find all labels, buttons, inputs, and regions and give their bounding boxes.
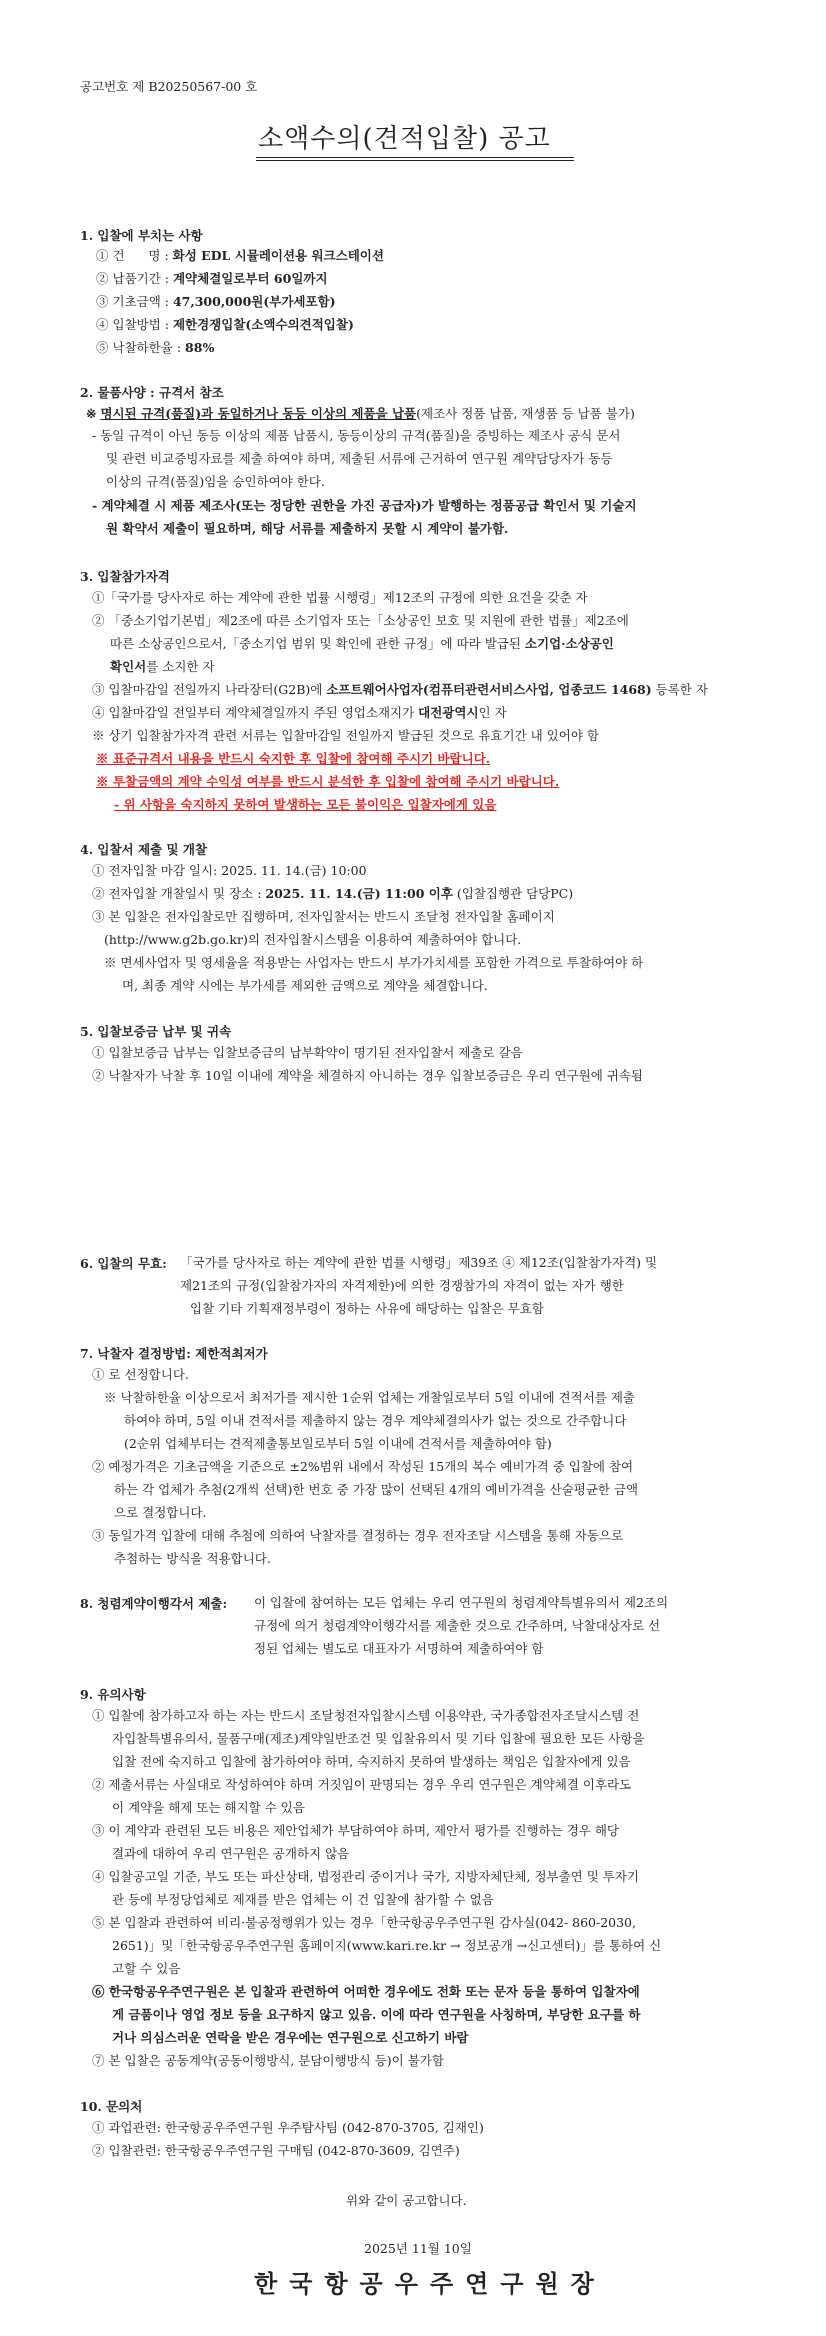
- emphasis-text: 소프트웨어사업자(컴퓨터관련서비스사업, 업종코드 1468): [326, 682, 652, 697]
- paragraph-line: 추첨하는 방식을 적용합니다.: [114, 1551, 271, 1566]
- paragraph-line: 제21조의 규정(입찰참가자의 자격제한)에 의한 경쟁참가의 자격이 없는 자가 행한: [180, 1278, 624, 1293]
- item-value: 88%: [185, 340, 215, 355]
- item-value: 제한경쟁입찰(소액수의견적입찰): [172, 317, 354, 332]
- organization-name: 한국항공우주연구원장: [254, 2269, 606, 2298]
- paragraph-line: 2651)」및「한국항공우주연구원 홈페이지(www.kari.re.kr → 정보공개 →신고센터)」를 통하여 신: [112, 1938, 662, 1953]
- item-label: 납품기간 :: [112, 271, 169, 286]
- paragraph-line: 「국가를 당사자로 하는 계약에 관한 법률 시행령」제39조 ④ 제12조(입찰참가자격) 및: [180, 1255, 658, 1270]
- paragraph-line: 며, 최종 계약 시에는 부가세를 제외한 금액으로 계약을 체결합니다.: [122, 978, 488, 993]
- item-number: ①: [96, 248, 109, 263]
- paragraph-text: ①: [92, 1367, 109, 1382]
- emphasis-text: 대전광역시: [418, 705, 479, 720]
- notice-number: 공고번호 제 B20250567-00 호: [80, 79, 258, 94]
- emphasis-text: 2025. 11. 14.(금) 11:00 이후: [265, 886, 453, 901]
- paragraph-text: 따른 소상공인으로서,「중소기업 범위 및 확인에 관한 규정」에 따라 발급된: [110, 636, 525, 651]
- item-value: 47,300,000원(부가세포함): [172, 294, 336, 309]
- paragraph-line: 입찰 기타 기획재정부령이 정하는 사유에 해당하는 입찰은 무효함: [190, 1301, 544, 1316]
- item-number: ②: [96, 271, 109, 286]
- paragraph-line: [86, 405, 635, 423]
- list-item: [96, 316, 354, 334]
- paragraph-line: [92, 704, 507, 722]
- paragraph-text: (입찰집행관 담당PC): [452, 886, 574, 901]
- paragraph-line: ③ 동일가격 입찰에 대해 추첨에 의하여 낙찰자를 결정하는 경우 전자조달 시스템을 통해 자동으로: [92, 1528, 624, 1543]
- paragraph-line: (2순위 업체부터는 견적제출통보일로부터 5일 이내에 견적서를 제출하여야 함): [124, 1436, 552, 1451]
- paragraph-line: 거나 의심스러운 연락을 받은 경우에는 연구원으로 신고하기 바람: [112, 2030, 469, 2045]
- paragraph-line: ② 제출서류는 사실대로 작성하여야 하며 거짓임이 판명되는 경우 우리 연구원은 계약체결 이후라도: [92, 1777, 632, 1792]
- paragraph-line: 원 확약서 제출이 필요하며, 해당 서류를 제출하지 못할 시 계약이 불가함.: [106, 521, 509, 536]
- paragraph-line: 관 등에 부정당업체로 제재를 받은 업체는 이 건 입찰에 참가할 수 없음: [112, 1892, 494, 1907]
- paragraph-line: (http://www.g2b.go.kr)의 전자입찰시스템을 이용하여 제출하여야 합니다.: [104, 932, 522, 947]
- paragraph-line: - 계약체결 시 제품 제조사(또는 정당한 권한을 가진 공급자)가 발행하는 정품공급 확인서 및 기술지: [92, 498, 637, 513]
- paragraph-line: ① 입찰에 참가하고자 하는 자는 반드시 조달청전자입찰시스템 이용약관, 국가종합전자조달시스템 전: [92, 1708, 640, 1723]
- paragraph-line: [110, 658, 215, 676]
- item-label: 입찰방법 :: [112, 317, 169, 332]
- section-heading: 8. 청렴계약이행각서 제출:: [80, 1596, 228, 1611]
- section-heading: 4. 입찰서 제출 및 개찰: [80, 842, 208, 857]
- paragraph-line: [92, 885, 573, 903]
- section-heading: 6. 입찰의 무효:: [80, 1256, 167, 1271]
- paragraph-line: ② 「중소기업기본법」제2조에 따른 소기업자 또는「소상공인 보호 및 지원에 관한 법률」제2조에: [92, 613, 629, 628]
- paragraph-text: 등록한 자: [651, 682, 708, 697]
- section-heading: 2. 물품사양 : 규격서 참조: [80, 385, 224, 400]
- paragraph-line: 이 입찰에 참여하는 모든 업체는 우리 연구원의 청렴계약특별유의서 제2조의: [254, 1595, 669, 1610]
- list-item: [96, 293, 336, 311]
- section-heading: 10. 문의처: [80, 2099, 143, 2114]
- paragraph-line: 으로 결정합니다.: [114, 1505, 207, 1520]
- item-label: 건 명 :: [112, 248, 169, 263]
- paragraph-line: [92, 681, 708, 699]
- paragraph-line: 및 관련 비교증빙자료를 제출 하여야 하며, 제출된 서류에 근거하여 연구원 계약담당자가 동등: [106, 451, 613, 466]
- warning-line: ※ 투찰금액의 계약 수익성 여부를 반드시 분석한 후 입찰에 참여해 주시기 바랍니다.: [96, 774, 560, 789]
- list-item: [96, 339, 214, 357]
- section-heading: 5. 입찰보증금 납부 및 귀속: [80, 1024, 232, 1039]
- warning-line: - 위 사항을 숙지하지 못하여 발생하는 모든 불이익은 입찰자에게 있음: [114, 797, 497, 812]
- list-item: [96, 270, 328, 288]
- paragraph-text: ③ 입찰마감일 전일까지 나라장터(G2B)에: [92, 682, 327, 697]
- paragraph-line: [92, 1366, 189, 1384]
- closing-text: 위와 같이 공고합니다.: [346, 2193, 467, 2208]
- title-underline-2: [256, 160, 574, 161]
- paragraph-text: 를 소지한 자: [146, 659, 215, 674]
- contact-line: ① 과업관련: 한국항공우주연구원 우주탐사팀 (042-870-3705, 김재인): [92, 2120, 484, 2135]
- emphasis-text: 확인서: [110, 659, 147, 674]
- paragraph-line: 하여야 하며, 5일 이내 견적서를 제출하지 않는 경우 계약체결의사가 없는 것으로 간주합니다: [124, 1413, 627, 1428]
- page-title: 소액수의(견적입찰) 공고: [258, 124, 551, 154]
- paragraph-line: ① 입찰보증금 납부는 입찰보증금의 납부확약이 명기된 전자입찰서 제출로 갈음: [92, 1045, 523, 1060]
- emphasis-text: 소기업·소상공인: [524, 636, 614, 651]
- paragraph-line: ⑦ 본 입찰은 공동계약(공동이행방식, 분담이행방식 등)이 불가함: [92, 2053, 444, 2068]
- section-heading: 3. 입찰참가자격: [80, 569, 170, 584]
- section-heading: 7. 낙찰자 결정방법: 제한적최저가: [80, 1346, 268, 1361]
- paragraph-line: ② 예정가격은 기초금액을 기준으로 ±2%범위 내에서 작성된 15개의 복수 예비가격 중 입찰에 참여: [92, 1459, 634, 1474]
- item-number: ③: [96, 294, 109, 309]
- paragraph-line: 이 계약을 해제 또는 해지할 수 있음: [112, 1800, 305, 1815]
- paragraph-line: 하는 각 업체가 추첨(2개씩 선택)한 번호 중 가장 많이 선택된 4개의 예비가격을 산술평균한 금액: [114, 1482, 639, 1497]
- paragraph-line: 이상의 규격(품질)임을 승인하여야 한다.: [106, 474, 325, 489]
- paragraph-line: ② 낙찰자가 낙찰 후 10일 이내에 계약을 체결하지 아니하는 경우 입찰보증금은 우리 연구원에 귀속됨: [92, 1068, 643, 1083]
- section-heading: 9. 유의사항: [80, 1687, 146, 1702]
- paragraph-line: ① 전자입찰 마감 일시: 2025. 11. 14.(금) 10:00: [92, 863, 367, 878]
- list-item: [96, 247, 384, 265]
- paragraph-line: ③ 이 계약과 관련된 모든 비용은 제안업체가 부담하여야 하며, 제안서 평가를 진행하는 경우 해당: [92, 1823, 619, 1838]
- paragraph-line: 고할 수 있음: [112, 1961, 181, 1976]
- paragraph-line: 결과에 대하여 우리 연구원은 공개하지 않음: [112, 1846, 350, 1861]
- note-mark: ※: [86, 406, 97, 421]
- item-value: 화성 EDL 시뮬레이션용 워크스테이션: [172, 248, 384, 263]
- paragraph-text: ④ 입찰마감일 전일부터 계약체결일까지 주된 영업소재지가: [92, 705, 419, 720]
- paragraph-line: 규정에 의거 청렴계약이행각서를 제출한 것으로 간주하며, 낙찰대상자로 선: [254, 1618, 661, 1633]
- paragraph-text: (제조사 정품 납품, 재생품 등 납품 불가): [416, 406, 635, 421]
- paragraph-line: ⑥ 한국항공우주연구원은 본 입찰과 관련하여 어떠한 경우에도 전화 또는 문자 등을 통하여 입찰자에: [92, 1984, 640, 1999]
- paragraph-line: 입찰 전에 숙지하고 입찰에 참가하여야 하며, 숙지하지 못하여 발생하는 책임은 입찰자에게 있음: [112, 1754, 631, 1769]
- contact-line: ② 입찰관련: 한국항공우주연구원 구매팀 (042-870-3609, 김연주): [92, 2143, 460, 2158]
- paragraph-line: ※ 낙찰하한율 이상으로서 최저가를 제시한 1순위 업체는 개찰일로부터 5일 이내에 견적서를 제출: [104, 1390, 635, 1405]
- paragraph-line: ※ 상기 입찰참가자격 관련 서류는 입찰마감일 전일까지 발급된 것으로 유효기간 내 있어야 함: [92, 728, 599, 743]
- notice-date: 2025년 11월 10일: [364, 2241, 472, 2256]
- paragraph-line: - 동일 규격이 아닌 동등 이상의 제품 납품시, 동등이상의 규격(품질)을 증빙하는 제조사 공식 문서: [92, 428, 621, 443]
- paragraph-line: 자입찰특별유의서, 물품구매(제조)계약일반조건 및 입찰유의서 및 기타 입찰에 필요한 모든 사항을: [112, 1731, 645, 1746]
- item-label: 기초금액 :: [112, 294, 169, 309]
- item-number: ④: [96, 317, 109, 332]
- item-label: 낙찰하한율 :: [112, 340, 182, 355]
- paragraph-line: ③ 본 입찰은 전자입찰로만 집행하며, 전자입찰서는 반드시 조달청 전자입찰 홈페이지: [92, 909, 555, 924]
- paragraph-text: 인 자: [478, 705, 507, 720]
- paragraph-line: ⑤ 본 입찰과 관련하여 비리·불공정행위가 있는 경우「한국항공우주연구원 감사실(042- 860-2030,: [92, 1915, 636, 1930]
- item-number: ⑤: [96, 340, 109, 355]
- emphasis-text: 명시된 규격(품질)과 동일하거나 동등 이상의 제품을 납품: [100, 406, 417, 421]
- paragraph-line: ④ 입찰공고일 기준, 부도 또는 파산상태, 법정관리 중이거나 국가, 지방자체단체, 정부출연 및 투자기: [92, 1869, 640, 1884]
- paragraph-line: ①「국가를 당사자로 하는 계약에 관한 법률 시행령」제12조의 규정에 의한 요건을 갖춘 자: [92, 590, 588, 605]
- section-heading: 1. 입찰에 부치는 사항: [80, 228, 203, 243]
- paragraph-text: ② 전자입찰 개찰일시 및 장소 :: [92, 886, 266, 901]
- paragraph-text: 로 선정합니다.: [108, 1367, 189, 1382]
- warning-line: ※ 표준규격서 내용을 반드시 숙지한 후 입찰에 참여해 주시기 바랍니다.: [96, 751, 491, 766]
- title-underline: [256, 157, 574, 158]
- item-value: 계약체결일로부터 60일까지: [172, 271, 328, 286]
- paragraph-line: [110, 635, 614, 653]
- paragraph-line: 정된 업체는 별도로 대표자가 서명하여 제출하여야 함: [254, 1641, 544, 1656]
- paragraph-line: ※ 면세사업자 및 영세율을 적용받는 사업자는 반드시 부가가치세를 포함한 가격으로 투찰하여야 하: [104, 955, 644, 970]
- paragraph-line: 게 금품이나 영업 정보 등을 요구하지 않고 있음. 이에 따라 연구원을 사칭하며, 부당한 요구를 하: [112, 2007, 641, 2022]
